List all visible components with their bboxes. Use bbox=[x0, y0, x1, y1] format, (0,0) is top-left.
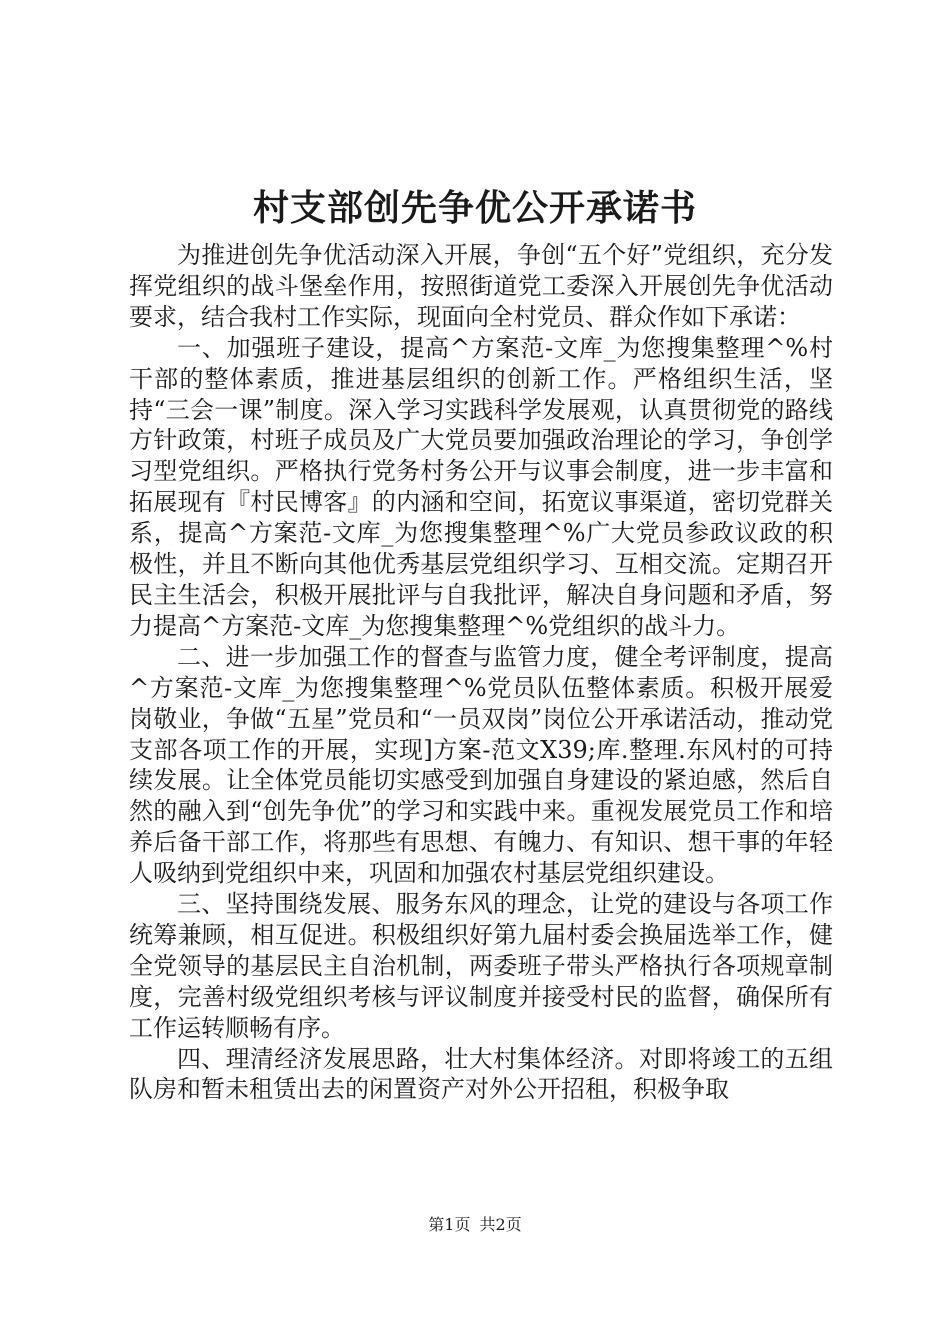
page-total: 共2页 bbox=[479, 1215, 522, 1234]
paragraph-item-4: 四、理清经济发展思路，壮大村集体经济。对即将竣工的五组队房和暂未租赁出去的闲置资产对外公开招租，积极争取 bbox=[129, 1044, 833, 1104]
document-body bbox=[129, 240, 833, 1105]
paragraph-item-2: 二、进一步加强工作的督查与监管力度，健全考评制度，提高^方案范-文库_为您搜集整理^%党员队伍整体素质。积极开展爱岗敬业，争做“五星”党员和“一员双岗”岗位公开承诺活动，推动党支部各项工作的开展，实现]方案-范文X39;库.整理.东风村的可持续发展。让全体党员能切实感受到加强自身建设的紧迫感，然后自然的融入到“创先争优”的学习和实践中来。重视发展党员工作和培养后备干部工作，将那些有思想、有魄力、有知识、想干事的年轻人吸纳到党组织中来，巩固和加强农村基层党组织建设。 bbox=[129, 642, 833, 888]
page-number: 第1页 bbox=[428, 1215, 471, 1234]
paragraph-item-3: 三、坚持围绕发展、服务东风的理念，让党的建设与各项工作统筹兼顾，相互促进。积极组织好第九届村委会换届选举工作，健全党领导的基层民主自治机制，两委班子带头严格执行各项规章制度，完善村级党组织考核与评议制度并接受村民的监督，确保所有工作运转顺畅有序。 bbox=[129, 890, 833, 1042]
document-title: 村支部创先争优公开承诺书 bbox=[252, 187, 697, 229]
page-footer bbox=[0, 1214, 950, 1236]
paragraph-intro: 为推进创先争优活动深入开展，争创“五个好”党组织，充分发挥党组织的战斗堡垒作用，按照街道党工委深入开展创先争优活动要求，结合我村工作实际，现面向全村党员、群众作如下承诺： bbox=[129, 241, 833, 331]
paragraph-item-1: 一、加强班子建设，提高^方案范-文库_为您搜集整理^%村干部的整体素质，推进基层组织的创新工作。严格组织生活，坚持“三会一课”制度。深入学习实践科学发展观，认真贯彻党的路线方针政策，村班子成员及广大党员要加强政治理论的学习，争创学习型党组织。严格执行党务村务公开与议事会制度，进一步丰富和拓展现有『村民博客』的内涵和空间，拓宽议事渠道，密切党群关系，提高^方案范-文库_为您搜集整理^%广大党员参政议政的积极性，并且不断向其他优秀基层党组织学习、互相交流。定期召开民主生活会，积极开展批评与自我批评，解决自身问题和矛盾，努力提高^方案范-文库_为您搜集整理^%党组织的战斗力。 bbox=[129, 333, 833, 640]
